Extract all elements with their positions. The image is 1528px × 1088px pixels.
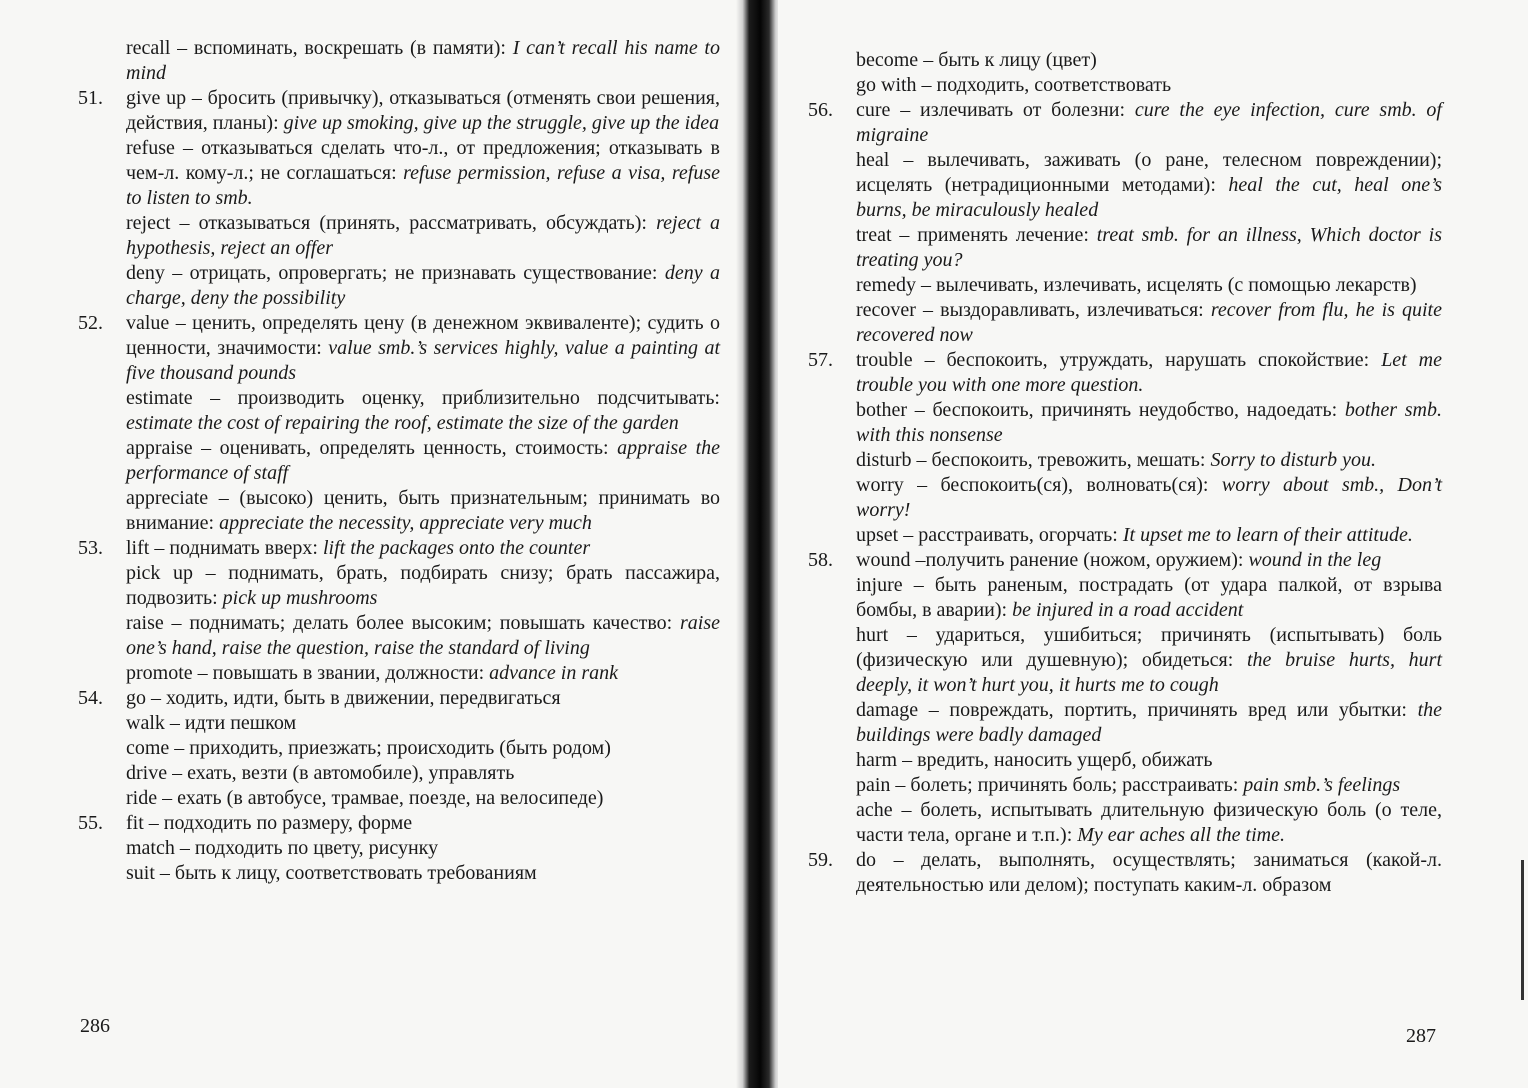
definition-line xyxy=(856,398,1442,448)
page-edge-mark xyxy=(1521,860,1524,1000)
usage-example: refuse permission, refuse a visa, refuse to listen to smb. xyxy=(126,162,721,209)
dictionary-entry xyxy=(78,536,720,686)
definition-line xyxy=(126,136,720,211)
usage-example: advance in rank xyxy=(489,662,619,684)
usage-example: give up smoking, give up the struggle, give up the idea xyxy=(283,112,720,134)
definition-line xyxy=(126,86,720,136)
definition-line xyxy=(126,486,720,536)
left-page-content xyxy=(78,36,720,886)
definition-line xyxy=(856,223,1442,273)
usage-example: wound in the leg xyxy=(1248,549,1382,571)
usage-example: the buildings were badly damaged xyxy=(856,699,1442,746)
usage-example: pain smb.’s feelings xyxy=(1243,774,1401,796)
definition-text: lift – поднимать вверх: xyxy=(126,537,323,559)
definition-line xyxy=(126,261,720,311)
usage-example: value smb.’s services highly, value a painting at five thousand pounds xyxy=(126,337,720,384)
usage-example: be injured in a road accident xyxy=(1012,599,1244,621)
entry-number: 51. xyxy=(78,87,103,109)
definition-text: reject – отказываться (принять, рассматривать, обсуждать): xyxy=(126,212,657,234)
definition-line xyxy=(126,36,720,86)
dictionary-entry xyxy=(808,848,1442,898)
definition-text: trouble – беспокоить, утруждать, нарушать спокойствие: xyxy=(856,349,1382,371)
definition-text: injure – быть раненым, пострадать (от удара палкой, от взрыва бомбы, в аварии): xyxy=(856,574,1442,621)
definition-line xyxy=(856,623,1442,698)
definition-text: cure – излечивать от болезни: xyxy=(856,99,1135,121)
definition-line xyxy=(126,311,720,386)
usage-example: Sorry to disturb you. xyxy=(1210,449,1377,471)
definition-line xyxy=(126,761,720,786)
usage-example: heal the cut, heal one’s burns, be miraculously healed xyxy=(856,174,1442,221)
definition-text: match – подходить по цвету, рисунку xyxy=(126,837,439,859)
page-number-right: 287 xyxy=(1406,1025,1436,1047)
usage-example: It upset me to learn of their attitude. xyxy=(1122,524,1413,546)
usage-example: deny a charge, deny the possibility xyxy=(126,262,720,309)
definition-text: appraise – оценивать, определять ценность, стоимость: xyxy=(126,437,618,459)
definition-line xyxy=(856,273,1442,298)
definition-text: damage – повреждать, портить, причинять вред или убытки: xyxy=(856,699,1418,721)
definition-line xyxy=(126,211,720,261)
definition-line xyxy=(856,798,1442,848)
definition-text: pick up – поднимать, брать, подбирать снизу; брать пассажира, подвозить: xyxy=(126,562,720,609)
definition-line xyxy=(856,748,1442,773)
entry-number: 53. xyxy=(78,537,103,559)
definition-text: hurt – удариться, ушибиться; причинять (испытывать) боль (физическую или душевную); обидеться: xyxy=(856,624,1442,671)
entry-number: 57. xyxy=(808,349,833,371)
definition-line xyxy=(126,786,720,811)
definition-text: heal – вылечивать, заживать (о ране, телесном повреждении); исцелять (нетрадиционными методами): xyxy=(856,149,1442,196)
definition-text: deny – отрицать, опровергать; не признавать существование: xyxy=(126,262,665,284)
definition-text: come – приходить, приезжать; происходить (быть родом) xyxy=(126,737,611,759)
definition-line xyxy=(126,711,720,736)
definition-line xyxy=(126,661,720,686)
page-number-left: 286 xyxy=(80,1015,110,1037)
definition-line xyxy=(126,686,720,711)
usage-example: appraise the performance of staff xyxy=(126,437,720,484)
definition-text: upset – расстраивать, огорчать: xyxy=(856,524,1123,546)
definition-text: ride – ехать (в автобусе, трамвае, поезде, на велосипеде) xyxy=(126,787,604,809)
definition-line xyxy=(856,448,1442,473)
entry-number: 59. xyxy=(808,849,833,871)
definition-line xyxy=(856,473,1442,523)
definition-text: bother – беспокоить, причинять неудобство, надоедать: xyxy=(856,399,1345,421)
usage-example: reject a hypothesis, reject an offer xyxy=(126,212,720,259)
definition-line xyxy=(126,611,720,661)
definition-line xyxy=(856,573,1442,623)
entry-number: 52. xyxy=(78,312,103,334)
definition-text: ache – болеть, испытывать длительную физическую боль (о теле, части тела, органе и т.п.): xyxy=(856,799,1442,846)
dictionary-entry xyxy=(808,48,1442,98)
definition-text: wound –получить ранение (ножом, оружием): xyxy=(856,549,1249,571)
dictionary-entry xyxy=(78,86,720,311)
definition-text: recover – выздоравливать, излечиваться: xyxy=(856,299,1211,321)
usage-example: appreciate the necessity, appreciate very much xyxy=(219,512,592,534)
definition-text: worry – беспокоить(ся), волновать(ся): xyxy=(856,474,1222,496)
usage-example: recover from flu, he is quite recovered now xyxy=(856,299,1442,346)
definition-line xyxy=(126,811,720,836)
entry-number: 55. xyxy=(78,812,103,834)
usage-example: treat smb. for an illness, Which doctor is treating you? xyxy=(856,224,1442,271)
usage-example: bother smb. with this nonsense xyxy=(856,399,1442,446)
definition-text: become – быть к лицу (цвет) xyxy=(856,49,1097,71)
definition-text: pain – болеть; причинять боль; расстраивать: xyxy=(856,774,1244,796)
left-page xyxy=(0,0,738,1088)
entry-number: 58. xyxy=(808,549,833,571)
definition-text: do – делать, выполнять, осуществлять; заниматься (какой-л. деятельностью или делом); поступать каким-л. образом xyxy=(856,849,1442,896)
definition-text: drive – ехать, везти (в автомобиле), управлять xyxy=(126,762,515,784)
definition-text: promote – повышать в звании, должности: xyxy=(126,662,490,684)
definition-line xyxy=(856,348,1442,398)
usage-example: I can’t recall his name to mind xyxy=(126,37,720,84)
usage-example: the bruise hurts, hurt deeply, it won’t hurt you, it hurts me to cough xyxy=(856,649,1442,696)
definition-text: raise – поднимать; делать более высоким; повышать качество: xyxy=(126,612,680,634)
definition-line xyxy=(856,548,1442,573)
definition-text: refuse – отказываться сделать что-л., от предложения; отказывать в чем-л. кому-л.; не соглашаться: xyxy=(126,137,720,184)
definition-text: give up – бросить (привычку), отказываться (отменять свои решения, действия, планы): xyxy=(126,87,720,134)
definition-text: suit – быть к лицу, соответствовать требованиям xyxy=(126,862,537,884)
definition-line xyxy=(126,386,720,436)
usage-example: lift the packages onto the counter xyxy=(322,537,591,559)
definition-text: remedy – вылечивать, излечивать, исцелять (с помощью лекарств) xyxy=(856,274,1417,296)
dictionary-entry xyxy=(808,548,1442,848)
definition-line xyxy=(856,773,1442,798)
definition-text: treat – применять лечение: xyxy=(856,224,1097,246)
definition-line xyxy=(856,98,1442,148)
definition-text: value – ценить, определять цену (в денежном эквиваленте); судить о ценности, значимости: xyxy=(126,312,720,359)
definition-line xyxy=(126,861,720,886)
definition-text: fit – подходить по размеру, форме xyxy=(126,812,413,834)
definition-line xyxy=(126,436,720,486)
usage-example: cure the eye infection, cure smb. of migraine xyxy=(856,99,1442,146)
definition-text: disturb – беспокоить, тревожить, мешать: xyxy=(856,449,1211,471)
book-spine-gutter xyxy=(736,0,780,1088)
definition-line xyxy=(126,561,720,611)
definition-line xyxy=(126,836,720,861)
usage-example: worry about smb., Don’t worry! xyxy=(856,474,1443,521)
definition-text: appreciate – (высоко) ценить, быть признательным; принимать во внимание: xyxy=(126,487,720,534)
entry-number: 54. xyxy=(78,687,103,709)
definition-text: estimate – производить оценку, приблизительно подсчитывать: xyxy=(126,387,720,409)
usage-example: Let me trouble you with one more question. xyxy=(856,349,1442,396)
dictionary-entry xyxy=(78,686,720,811)
dictionary-entry xyxy=(808,98,1442,348)
dictionary-entry xyxy=(78,36,720,86)
dictionary-entry xyxy=(78,311,720,536)
definition-line xyxy=(126,536,720,561)
usage-example: estimate the cost of repairing the roof, estimate the size of the garden xyxy=(126,412,679,434)
definition-line xyxy=(856,73,1442,98)
definition-line xyxy=(856,848,1442,898)
dictionary-entry xyxy=(808,348,1442,548)
definition-line xyxy=(856,48,1442,73)
usage-example: raise one’s hand, raise the question, raise the standard of living xyxy=(126,612,720,659)
right-page-content xyxy=(808,48,1442,898)
definition-line xyxy=(856,523,1442,548)
definition-line xyxy=(856,698,1442,748)
definition-line xyxy=(126,736,720,761)
definition-text: recall – вспоминать, воскрешать (в памяти): xyxy=(126,37,513,59)
definition-line xyxy=(856,298,1442,348)
entry-number: 56. xyxy=(808,99,833,121)
usage-example: pick up mushrooms xyxy=(222,587,378,609)
right-page xyxy=(778,0,1528,1088)
usage-example: My ear aches all the time. xyxy=(1077,824,1285,846)
definition-text: go – ходить, идти, быть в движении, передвигаться xyxy=(126,687,561,709)
definition-line xyxy=(856,148,1442,223)
definition-text: walk – идти пешком xyxy=(126,712,297,734)
definition-text: harm – вредить, наносить ущерб, обижать xyxy=(856,749,1213,771)
definition-text: go with – подходить, соответствовать xyxy=(856,74,1172,96)
dictionary-entry xyxy=(78,811,720,886)
